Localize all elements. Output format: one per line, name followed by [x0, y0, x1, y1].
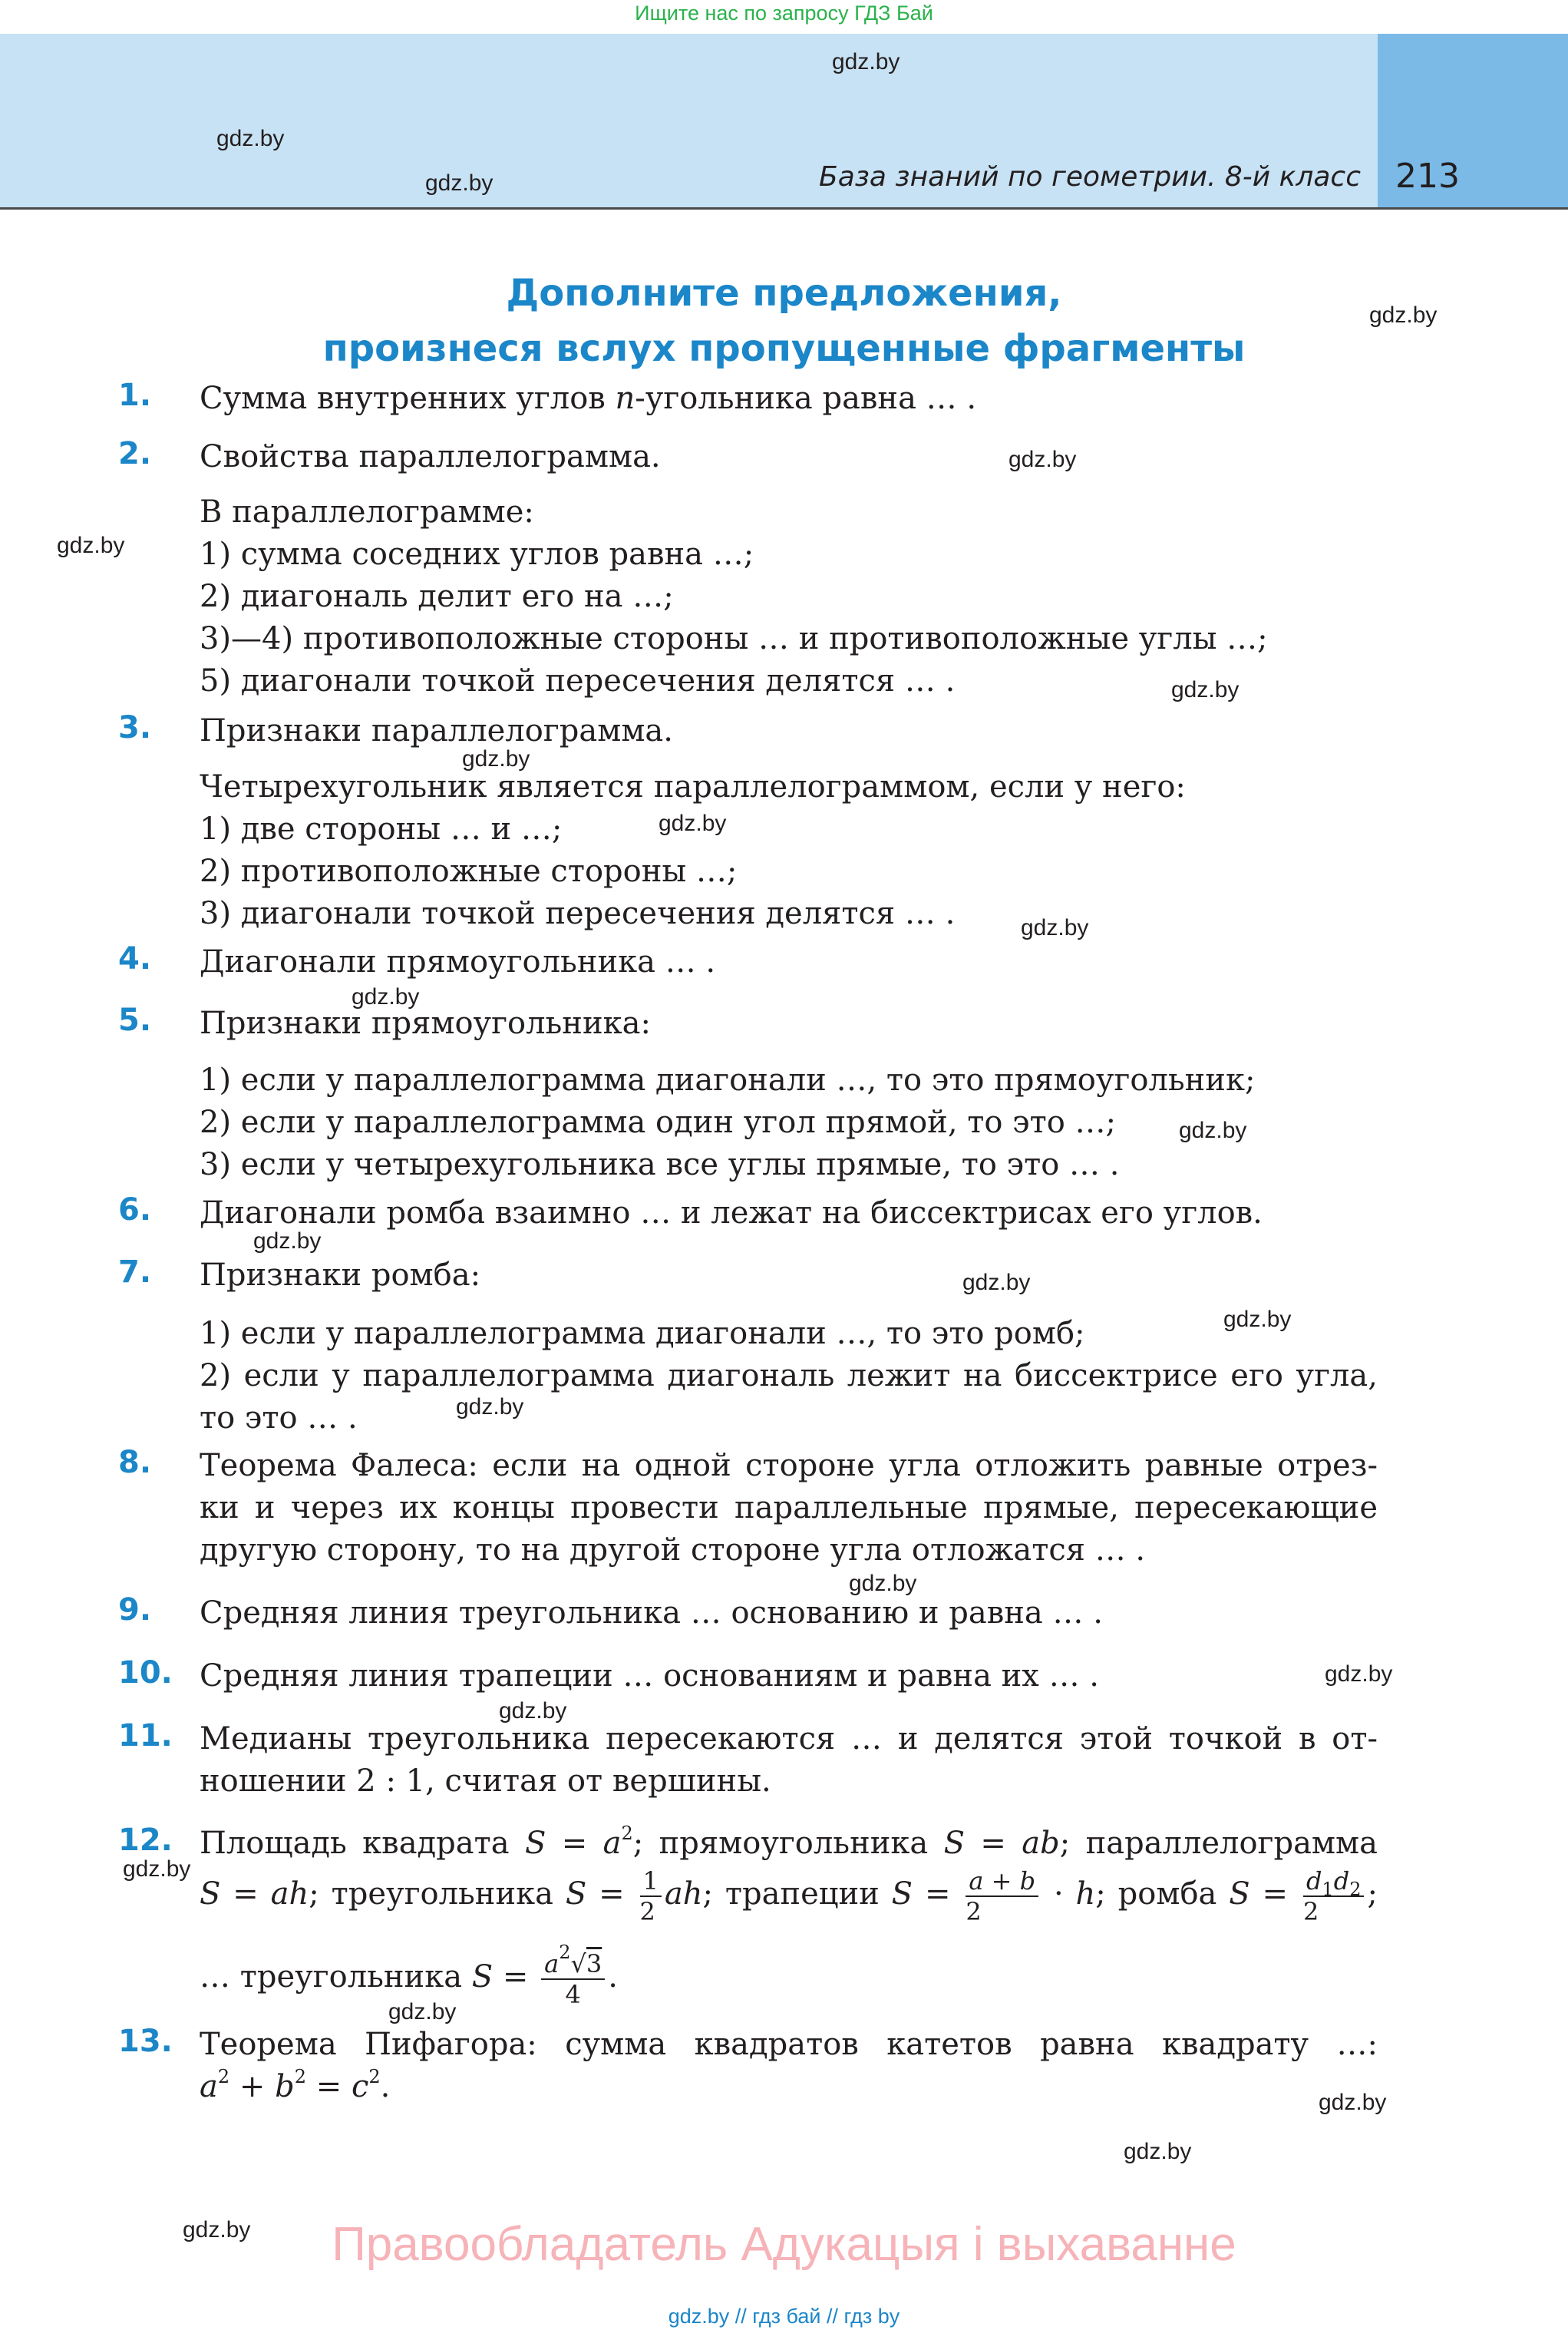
- watermark: gdz.by: [1021, 915, 1089, 940]
- item-13-line-2: $a^2 + b^2 = c^2$.: [200, 2066, 391, 2104]
- item-3-line: 1) две стороны … и …;: [200, 811, 563, 847]
- item-1-text: Сумма внутренних углов n-угольника равна … .: [200, 381, 977, 416]
- item-12-line-2: S = ah; треугольника S = $\frac{1}{2}$ ah; трапеции S = $\frac{a + b}{2}$ · h; ромба S = $\frac{d_1d_2}{2}$ ;: [200, 1866, 1378, 1926]
- watermark: gdz.by: [1369, 302, 1438, 328]
- item-13-line-1: Теорема Пифагора: сумма квадратов катетов равна квадрату …:: [200, 2027, 1378, 2062]
- sqrt-icon: √: [570, 1949, 586, 1978]
- item-7-title: Признаки ромба:: [200, 1258, 481, 1293]
- item-3-line: 2) противоположные стороны …;: [200, 854, 738, 889]
- item-number: 2.: [118, 436, 152, 471]
- fraction-equilateral: $\frac{a^2√3}{4}$: [541, 1951, 605, 2008]
- copyright-watermark: Правообладатель Адукацыя і выхаванне: [332, 2218, 1236, 2271]
- item-number: 5.: [118, 1003, 152, 1038]
- item-number: 12.: [118, 1823, 173, 1858]
- running-header-title: База знаний по геометрии. 8-й класс: [819, 161, 1361, 193]
- watermark: gdz.by: [216, 126, 285, 151]
- item-11-line: ношении 2 : 1, считая от вершины.: [200, 1763, 771, 1799]
- item-number: 11.: [118, 1718, 173, 1753]
- watermark: gdz.by: [1179, 1118, 1247, 1143]
- fraction-rhombus: $\frac{d_1d_2}{2}$: [1303, 1868, 1365, 1925]
- item-12-line-1: Площадь квадрата $S = a^2$; прямоугольника S = ab; параллелограмма: [200, 1823, 1378, 1861]
- item-2-line: 5) диагонали точкой пересечения делятся … .: [200, 663, 956, 699]
- item-8-line: ки и через их концы провести параллельные прямые, пересекающие: [200, 1490, 1378, 1525]
- watermark: gdz.by: [849, 1571, 917, 1596]
- item-3-line: 3) диагонали точкой пересечения делятся … .: [200, 896, 956, 931]
- watermark: gdz.by: [388, 1999, 457, 2024]
- item-2-line: 3)—4) противоположные стороны … и противоположные углы …;: [200, 621, 1268, 656]
- item-number: 10.: [118, 1655, 173, 1691]
- fraction-trapezoid: $\frac{a + b}{2}$: [966, 1868, 1038, 1925]
- watermark: gdz.by: [352, 984, 420, 1010]
- watermark: gdz.by: [253, 1228, 322, 1254]
- item-number: 13.: [118, 2024, 173, 2059]
- watermark: gdz.by: [1223, 1307, 1292, 1332]
- watermark: gdz.by: [659, 811, 727, 836]
- item-4-text: Диагонали прямоугольника … .: [200, 944, 716, 980]
- watermark: gdz.by: [1124, 2139, 1192, 2164]
- section-heading-line-1: Дополните предложения,: [506, 272, 1062, 315]
- item-number: 3.: [118, 710, 152, 745]
- watermark: gdz.by: [57, 533, 125, 558]
- watermark: gdz.by: [1171, 677, 1240, 702]
- watermark: gdz.by: [183, 2217, 251, 2242]
- page-number: 213: [1395, 157, 1460, 196]
- watermark: gdz.by: [1325, 1661, 1393, 1687]
- item-6-text: Диагонали ромба взаимно … и лежат на биссектрисах его углов.: [200, 1195, 1263, 1231]
- watermark: gdz.by: [832, 49, 900, 74]
- fraction-one-half: $\frac{1}{2}$: [640, 1868, 662, 1925]
- item-number: 8.: [118, 1445, 152, 1480]
- item-number: 7.: [118, 1254, 152, 1290]
- item-2-line: 2) диагональ делит его на …;: [200, 579, 674, 614]
- item-9-text: Средняя линия треугольника … основанию и равна … .: [200, 1595, 1103, 1631]
- item-2-title: Свойства параллелограмма.: [200, 439, 661, 474]
- item-7-line: 2) если у параллелограмма диагональ лежит на биссектрисе его угла,: [200, 1358, 1378, 1393]
- top-search-note: Ищите нас по запросу ГДЗ Бай: [635, 2, 933, 25]
- item-5-title: Признаки прямоугольника:: [200, 1006, 651, 1041]
- item-number: 4.: [118, 941, 152, 977]
- item-7-line: то это … .: [200, 1400, 358, 1436]
- watermark: gdz.by: [425, 170, 494, 196]
- item-8-line: другую сторону, то на другой стороне угла отложатся … .: [200, 1532, 1146, 1568]
- item-8-line: Теорема Фалеса: если на одной стороне угла отложить равные отрез-: [200, 1448, 1378, 1483]
- item-12-line-3: … треугольника S = $\frac{a^2√3}{4}$ .: [200, 1942, 618, 2009]
- watermark: gdz.by: [962, 1270, 1031, 1295]
- watermark: gdz.by: [499, 1698, 567, 1724]
- watermark: gdz.by: [1319, 2090, 1387, 2115]
- item-5-line: 3) если у четырехугольника все углы прямые, то это … .: [200, 1147, 1120, 1182]
- footer-links[interactable]: gdz.by // гдз бай // гдз by: [668, 2305, 900, 2328]
- item-number: 9.: [118, 1592, 152, 1628]
- watermark: gdz.by: [1008, 447, 1077, 472]
- item-10-text: Средняя линия трапеции … основаниям и равна их … .: [200, 1658, 1099, 1694]
- item-2-line: В параллелограмме:: [200, 494, 534, 530]
- section-heading-line-2: произнеся вслух пропущенные фрагменты: [322, 327, 1246, 370]
- item-3-line: Четырехугольник является параллелограммом, если у него:: [200, 769, 1186, 805]
- watermark: gdz.by: [456, 1394, 524, 1420]
- header-divider: [0, 207, 1568, 210]
- item-5-line: 1) если у параллелограмма диагонали …, то это прямоугольник;: [200, 1063, 1256, 1098]
- watermark: gdz.by: [462, 746, 530, 772]
- item-5-line: 2) если у параллелограмма один угол прямой, то это …;: [200, 1105, 1116, 1140]
- item-11-line: Медианы треугольника пересекаются … и делятся этой точкой в от-: [200, 1721, 1378, 1757]
- item-2-line: 1) сумма соседних углов равна …;: [200, 537, 754, 572]
- item-number: 1.: [118, 378, 152, 413]
- item-7-line: 1) если у параллелограмма диагонали …, то это ромб;: [200, 1316, 1085, 1351]
- item-number: 6.: [118, 1192, 152, 1228]
- watermark: gdz.by: [123, 1856, 191, 1882]
- item-3-title: Признаки параллелограмма.: [200, 713, 673, 749]
